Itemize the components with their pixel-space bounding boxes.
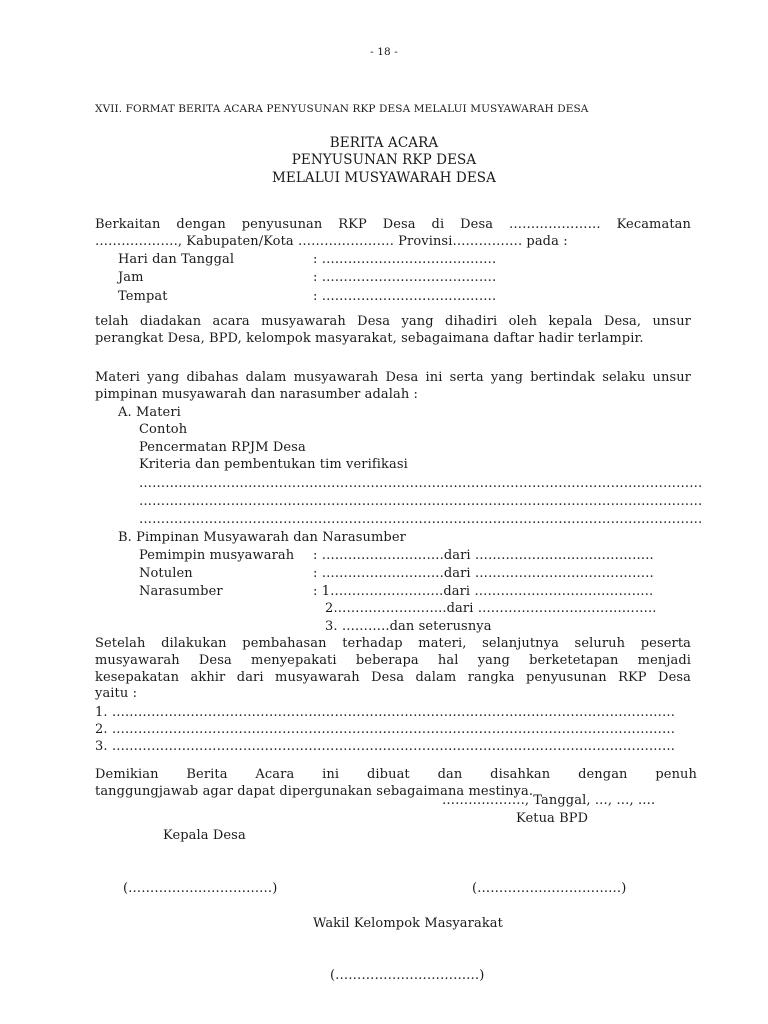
signature-blank-bottom: (……………………………): [330, 968, 485, 983]
section-b-label: Notulen: [139, 566, 193, 581]
agreement-item: 1. …………………………………………………………………………………………………………………: [95, 705, 676, 720]
place-date: ………………., Tanggal, …, …, ….: [442, 793, 656, 808]
para1-line-1: telah diadakan acara musyawarah Desa yang dihadiri oleh kepala Desa, unsur: [95, 314, 691, 329]
section-b-value: : ……………………….dari …………………………………..: [313, 566, 654, 581]
para1-line-2: perangkat Desa, BPD, kelompok masyarakat, sebagaimana daftar hadir terlampir.: [95, 331, 644, 346]
schedule-label-date: Hari dan Tanggal: [118, 252, 235, 267]
signature-blank-left: (……………………………): [123, 881, 278, 896]
para3-line-3: kesepakatan akhir dari musyawarah Desa dalam rangka penyusunan RKP Desa: [95, 670, 691, 685]
section-b-value: : ……………………….dari …………………………………..: [313, 548, 654, 563]
schedule-value-date: : ………………………………….: [313, 252, 497, 267]
section-a-dots: …………………………………………………………………………………………………………………: [139, 476, 703, 491]
wakil-label: Wakil Kelompok Masyarakat: [313, 916, 503, 931]
ketua-bpd-label: Ketua BPD: [516, 811, 589, 826]
para3-line-4: yaitu :: [95, 686, 138, 701]
schedule-label-place: Tempat: [118, 289, 168, 304]
section-b-heading: B. Pimpinan Musyawarah dan Narasumber: [118, 530, 406, 545]
section-b-label: Pemimpin musyawarah: [139, 548, 295, 563]
section-b-value: : 1……………………..dari …………………………………..: [313, 584, 654, 599]
kepala-desa-label: Kepala Desa: [163, 828, 246, 843]
doc-title-line-2: PENYUSUNAN RKP DESA: [291, 152, 477, 168]
agreement-item: 2. …………………………………………………………………………………………………………………: [95, 722, 676, 737]
schedule-value-place: : ………………………………….: [313, 289, 497, 304]
schedule-label-time: Jam: [118, 270, 144, 285]
signature-blank-right: (……………………………): [472, 881, 627, 896]
page-number: - 18 -: [370, 46, 398, 58]
section-a-item: Kriteria dan pembentukan tim verifikasi: [139, 457, 408, 472]
para2-line-1: Materi yang dibahas dalam musyawarah Desa ini serta yang bertindak selaku unsur: [95, 370, 691, 385]
schedule-value-time: : ………………………………….: [313, 270, 497, 285]
para3-line-2: musyawarah Desa menyepakati beberapa hal yang berketetapan menjadi: [95, 653, 691, 668]
section-b-extra: 2……………………..dari …………………………………..: [325, 601, 657, 616]
intro-line-2: ………………., Kabupaten/Kota …………………. Provinsi……………. pada :: [95, 234, 568, 249]
section-a-dots: …………………………………………………………………………………………………………………: [139, 494, 703, 509]
closing-line-1: Demikian Berita Acara ini dibuat dan disahkan dengan penuh: [95, 767, 697, 782]
para3-line-1: Setelah dilakukan pembahasan terhadap materi, selanjutnya seluruh peserta: [95, 636, 691, 651]
section-a-item: Pencermatan RPJM Desa: [139, 440, 306, 455]
section-b-extra: 3. ………..dan seterusnya: [325, 619, 492, 634]
section-title: XVII. FORMAT BERITA ACARA PENYUSUNAN RKP DESA MELALUI MUSYAWARAH DESA: [95, 103, 589, 115]
doc-title-line-1: BERITA ACARA: [329, 135, 439, 151]
doc-title-line-3: MELALUI MUSYAWARAH DESA: [271, 170, 497, 186]
agreement-item: 3. …………………………………………………………………………………………………………………: [95, 739, 676, 754]
section-a-heading: A. Materi: [118, 405, 181, 420]
para2-line-2: pimpinan musyawarah dan narasumber adalah :: [95, 387, 419, 402]
section-b-label: Narasumber: [139, 584, 223, 599]
intro-line-1: Berkaitan dengan penyusunan RKP Desa di Desa ………………… Kecamatan: [95, 217, 691, 232]
closing-line-2: tanggungjawab agar dapat dipergunakan sebagaimana mestinya.: [95, 784, 534, 799]
section-a-item: Contoh: [139, 422, 188, 437]
section-a-dots: …………………………………………………………………………………………………………………: [139, 512, 703, 527]
